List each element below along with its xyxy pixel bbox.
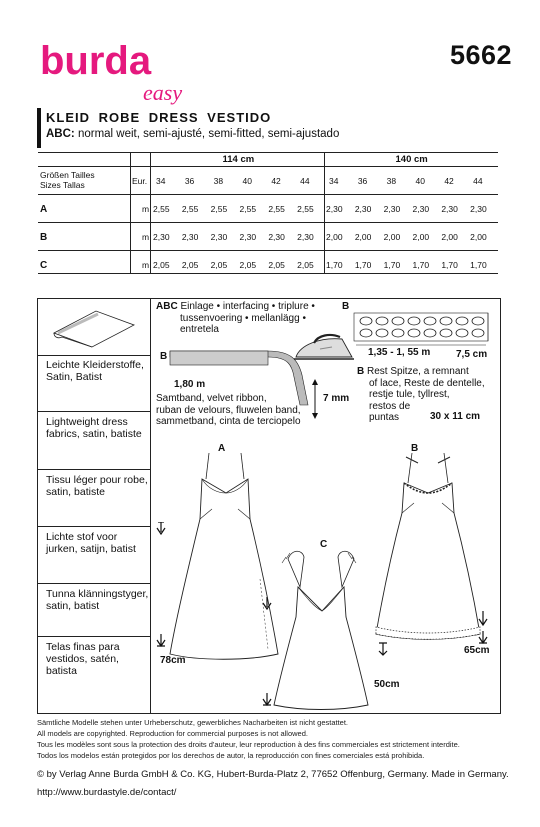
yardage-cell: 2,30 xyxy=(181,232,199,242)
fabric-nl: Lichte stof voor jurken, satijn, batist xyxy=(46,531,136,555)
yardage-cell: 2,05 xyxy=(210,260,228,270)
yardage-cell: 2,30 xyxy=(210,232,228,242)
yardage-cell: 2,30 xyxy=(354,204,372,214)
yardage-cell: 2,30 xyxy=(268,232,285,242)
table-rule xyxy=(38,273,498,274)
length-b: 65cm xyxy=(464,645,490,656)
yardage-cell: 1,70 xyxy=(470,260,487,270)
yardage-cell: 2,05 xyxy=(268,260,285,270)
table-rule xyxy=(130,152,131,273)
ribbon-text: Samtband, velvet ribbon, ruban de velours, fluwelen band, sammetband, cinta de terciopelo xyxy=(156,393,301,427)
yardage-cell: 2,30 xyxy=(239,232,257,242)
size-cell: 42 xyxy=(271,176,281,186)
burda-logo xyxy=(40,40,210,112)
yardage-cell: 1,70 xyxy=(354,260,372,270)
length-c: 50cm xyxy=(374,679,400,690)
size-cell: 40 xyxy=(242,176,252,186)
size-cell: 34 xyxy=(156,176,166,186)
yardage-cell: 2,30 xyxy=(470,204,487,214)
yardage-cell: 2,05 xyxy=(297,260,314,270)
yardage-cell: 2,05 xyxy=(239,260,257,270)
yardage-cell: 2,55 xyxy=(239,204,257,214)
length-a: 78cm xyxy=(160,655,186,666)
ribbon-width-arrow xyxy=(310,379,320,419)
yardage-cell: 2,05 xyxy=(153,260,170,270)
unit-label: m xyxy=(142,204,150,214)
yardage-cell: 2,00 xyxy=(441,232,458,242)
lace-remnant-text: B Rest Spitze, a remnant of lace, Reste de dentelle, restje tule, tyllrest, restos de puntas xyxy=(357,366,485,423)
fit-description: ABC: normal weit, semi-ajusté, semi-fitted, semi-ajustado xyxy=(46,128,340,140)
yardage-cell: 1,70 xyxy=(412,260,430,270)
publisher-line: © by Verlag Anne Burda GmbH & Co. KG, Hubert-Burda-Platz 2, 77652 Offenburg, Germany. Made in Germany. xyxy=(37,769,509,780)
length-b-mark xyxy=(378,641,388,657)
yardage-cell: 2,55 xyxy=(153,204,170,214)
yardage-cell: 2,55 xyxy=(181,204,199,214)
size-label: Größen Tailles xyxy=(40,170,95,180)
lace-remnant-size: 30 x 11 cm xyxy=(430,411,481,422)
view-a-label: A xyxy=(218,443,226,454)
yardage-cell: 1,70 xyxy=(441,260,458,270)
row-label: B xyxy=(40,232,48,243)
contact-link[interactable]: http://www.burdastyle.de/contact/ xyxy=(37,787,177,798)
pattern-number: 5662 xyxy=(450,40,513,70)
logo-sub: easy xyxy=(143,80,183,105)
dress-c-drawing xyxy=(268,547,376,712)
fabric-bolt-icon xyxy=(48,303,138,351)
ribbon-width: 7 mm xyxy=(323,393,350,404)
logo-brand: burda xyxy=(40,40,152,83)
yardage-cell: 2,30 xyxy=(297,232,314,242)
view-b-label: B xyxy=(411,443,419,454)
unit-label: m xyxy=(142,260,150,270)
yardage-cell: 2,00 xyxy=(383,232,401,242)
view-c-label: C xyxy=(320,539,328,550)
fabric-column xyxy=(38,299,151,713)
copyright-en: All models are copyrighted. Reproduction for commercial purposes is not allowed. xyxy=(37,729,308,738)
width-header: 140 cm xyxy=(395,154,428,165)
width-header: 114 cm xyxy=(222,154,255,165)
yardage-table xyxy=(38,152,498,273)
table-rule xyxy=(38,152,498,153)
yardage-cell: 1,70 xyxy=(326,260,343,270)
copyright-de: Sämtliche Modelle stehen unter Urheberschutz, gewerbliches Nacharbeiten ist nicht gestattet. xyxy=(37,718,348,727)
table-rule xyxy=(38,250,498,251)
fabric-en: Lightweight dress fabrics, satin, batiste xyxy=(46,416,142,440)
yardage-cell: 2,30 xyxy=(412,204,430,214)
copyright-es: Todos los modelos están protegidos por los derechos de autor, la reproducción con fines comerciales está prohibida. xyxy=(37,751,425,760)
title-bar xyxy=(37,108,41,148)
ribbon-length: 1,80 m xyxy=(174,379,206,390)
yardage-cell: 2,55 xyxy=(210,204,228,214)
yardage-cell: 1,70 xyxy=(383,260,401,270)
yardage-cell: 2,00 xyxy=(412,232,430,242)
size-cell: 44 xyxy=(300,176,310,186)
length-a-arrow xyxy=(156,522,166,650)
size-cell: 44 xyxy=(473,176,483,186)
yardage-cell: 2,00 xyxy=(326,232,343,242)
size-cell: 34 xyxy=(329,176,339,186)
size-label: Sizes Tallas xyxy=(40,180,85,190)
table-rule xyxy=(38,194,498,195)
yardage-cell: 2,00 xyxy=(354,232,372,242)
yardage-cell: 2,00 xyxy=(470,232,487,242)
size-cell: 36 xyxy=(357,176,368,186)
table-rule xyxy=(38,166,498,167)
dress-b-drawing xyxy=(368,449,488,647)
yardage-cell: 2,30 xyxy=(326,204,343,214)
yardage-cell: 2,05 xyxy=(181,260,199,270)
table-rule xyxy=(324,152,325,273)
lace-trim-icon xyxy=(352,305,492,349)
fabric-sv: Tunna klänningstyger, satin, batist xyxy=(46,588,149,612)
yardage-cell: 2,30 xyxy=(441,204,458,214)
ribbon-letter: B xyxy=(160,351,168,362)
interfacing-text: ABC Einlage • interfacing • triplure • tussenvoering • mellanlägg • entretela xyxy=(156,301,315,335)
fabric-fr: Tissu léger pour robe, satin, batiste xyxy=(46,474,148,498)
row-label: C xyxy=(40,260,48,271)
copyright-fr: Tous les modèles sont sous la protection des droits d'auteur, leur reproduction à des fins commerciales est strictement interdite. xyxy=(37,740,460,749)
yardage-cell: 2,30 xyxy=(383,204,401,214)
fabric-es: Telas finas para vestidos, satén, batista xyxy=(46,641,120,677)
eur-label: Eur. xyxy=(132,176,148,186)
yardage-cell: 2,30 xyxy=(153,232,170,242)
size-cell: 42 xyxy=(444,176,454,186)
pattern-title: KLEID ROBE DRESS VESTIDO xyxy=(46,110,272,125)
size-cell: 40 xyxy=(415,176,425,186)
table-rule xyxy=(150,152,151,273)
lace-width: 7,5 cm xyxy=(456,349,488,360)
notions-section xyxy=(37,298,501,714)
yardage-cell: 2,55 xyxy=(297,204,314,214)
yardage-cell: 2,55 xyxy=(268,204,285,214)
length-c-arrow xyxy=(262,597,272,709)
row-label: A xyxy=(40,204,48,215)
lace-letter: B xyxy=(342,301,350,312)
unit-label: m xyxy=(142,232,150,242)
size-cell: 36 xyxy=(184,176,195,186)
fabric-de: Leichte Kleiderstoffe, Satin, Batist xyxy=(46,359,144,383)
size-cell: 38 xyxy=(386,176,397,186)
lace-length: 1,35 - 1, 55 m xyxy=(368,347,431,358)
table-rule xyxy=(38,222,498,223)
size-cell: 38 xyxy=(213,176,224,186)
